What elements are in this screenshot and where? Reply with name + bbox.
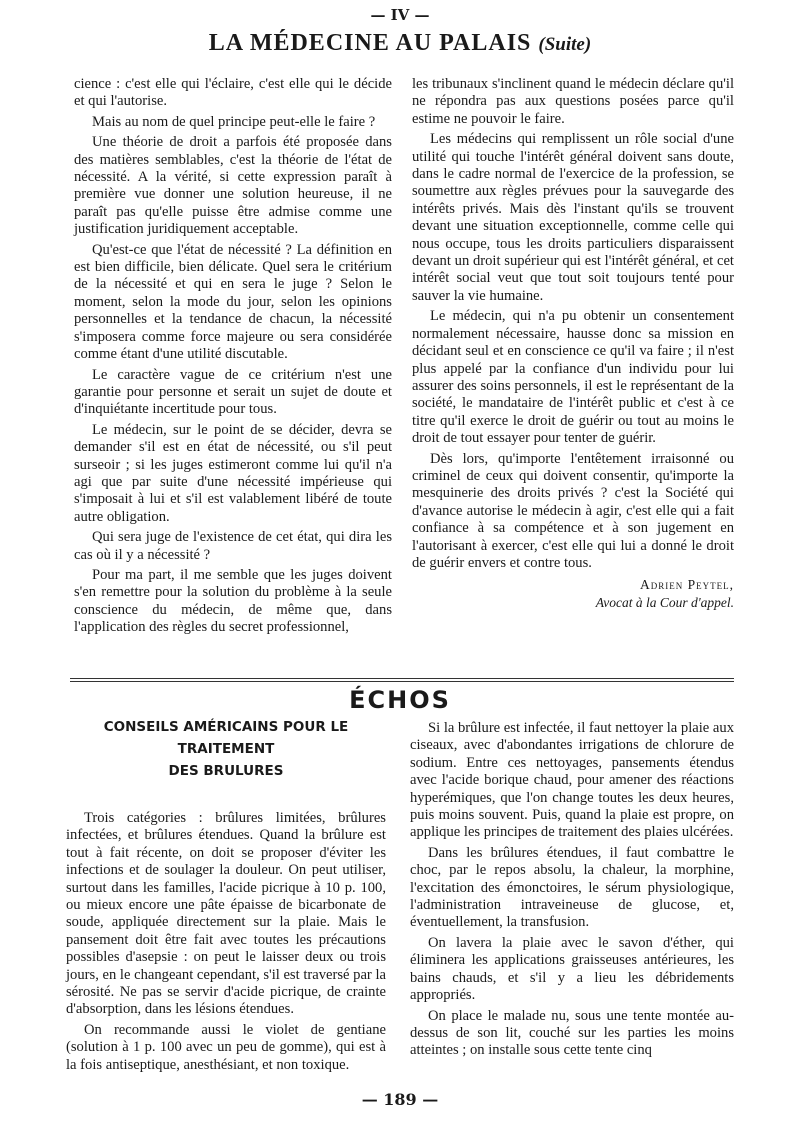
- paragraph: Dans les brûlures étendues, il faut combattre le choc, par le repos absolu, la chaleur, la morphine, l'excitation des émonctoires, le sérum physiologique, l'administration intraveineuse de glucose, et, éventuellement, la transfusion.: [410, 844, 734, 931]
- paragraph: Si la brûlure est infectée, il faut nettoyer la plaie aux ciseaux, avec d'abondantes irrigations de chlorure de sodium. Entre ces nettoyages, pansements étendus avec l'acide borique chaud, pour amener des réactions hyperémiques, que l'on change toutes les deux heures, puis moins souvent. Puis, quand la plaie est propre, on applique les principes de traitement des plaies ulcérées.: [410, 720, 734, 841]
- signature-name: Adrien Peytel,: [640, 577, 734, 593]
- signature-title: Avocat à la Cour d'appel.: [595, 595, 734, 611]
- paragraph: Mais au nom de quel principe peut-elle le faire ?: [92, 113, 376, 130]
- paragraph: Le médecin, qui n'a pu obtenir un consentement normalement nécessaire, hausse donc sa mission en décidant seul et en conscience ce qu'il va faire ; il n'est plus appelé par la confiance d'un individu pour lui assurer des soins personnels, il est le représentant de la société, le mandataire de l'intérêt public et c'est à ce titre qu'il exerce le droit de guérir ou tout au moins le droit de tout essayer pour tenter de guérir.: [412, 308, 734, 447]
- paragraph: Qu'est-ce que l'état de nécessité ? La définition en est bien difficile, bien délicate. Quel sera le critérium de la nécessité et qui en sera le juge ? Selon le moment, selon la mode du jour, selon les opinions personnelles et la tendance de chacun, la nécessité s'imposera comme force majeure ou sera considérée comme étant d'une utilité discutable.: [74, 241, 392, 363]
- paragraph: Pour ma part, il me semble que les juges doivent s'en remettre pour la solution du problème à la seule conscience du médecin, de même que, dans l'application des règles du secret professionnel,: [74, 566, 392, 636]
- paragraph: Trois catégories : brûlures limitées, brûlures infectées, et brûlures étendues. Quand la brûlure est tout à fait récente, on doit se proposer d'éviter les infections et de soulager la douleur. On peut utiliser, surtout dans les familles, l'acide picrique à 10 p. 100, ou mieux encore une pâte épaisse de bicarbonate de soude, appliquée directement sur la plaie. Mais le pansement doit être fait avec toutes les précautions possibles d'asepsie : on peut le laisser deux ou trois jours, en le changeant cependant, s'il est traversé par la sérosité. Ne pas se servir d'acide picrique, de crainte d'absorption, dans les lésions étendues.: [66, 810, 386, 1018]
- paragraph: Qui sera juge de l'existence de cet état, qui dira les cas où il y a nécessité ?: [74, 529, 392, 563]
- header-suite: (Suite): [538, 34, 592, 55]
- echos-subheading: [66, 716, 386, 782]
- page-number-bottom: — 189 —: [361, 1090, 439, 1109]
- paragraph: Le médecin, sur le point de se décider, devra se demander s'il est en état de nécessité, ou s'il peut surseoir ; si les juges estimeront comme lui qu'il n'a agi que par suite d'une nécessité impérieuse qui s'imposait à lui et s'il est valablement libéré de toute autre obligation.: [74, 421, 392, 525]
- article-column-right: [412, 76, 734, 612]
- paragraph: On lavera la plaie avec le savon d'éther, qui éliminera les applications graisseuses antérieures, les bains chauds, et s'il y a lieu les débridements appropriés.: [410, 934, 734, 1004]
- page-number-top: — IV —: [370, 6, 430, 24]
- section-title-echos: ÉCHOS: [349, 686, 451, 714]
- paragraph: Une théorie de droit a parfois été proposée dans des matières semblables, c'est la théorie de l'état de nécessité. A la vérité, si cette expression paraît à première vue donner une solution heureuse, il ne paraît pas qu'elle puisse être admise comme une justification juridiquement acceptable.: [74, 134, 392, 238]
- subheading-line: DES BRULURES: [168, 763, 284, 779]
- paragraph: On recommande aussi le violet de gentiane (solution à 1 p. 100 avec un peu de gomme), qui est à la fois antiseptique, anesthésiant, et non toxique.: [66, 1021, 386, 1073]
- paragraph: cience : c'est elle qui l'éclaire, c'est elle qui le décide et qui l'autorise.: [74, 76, 392, 110]
- paragraph: Le caractère vague de ce critérium n'est une garantie pour personne et serait un sujet de doute et d'inquiétante incertitude pour tous.: [74, 366, 392, 418]
- paragraph: Les médecins qui remplissent un rôle social d'une utilité qui touche l'intérêt général doivent sans doute, dans le cadre normal de l'exercice de la profession, se soumettre aux règles prévues pour la sauvegarde des intérêts privés. Mais dès l'instant qu'ils se trouvent devant une situation exceptionnelle, comme celle qui nous occupe, tous les droits particuliers disparaissent devant un droit supérieur qui est l'intérêt général, et cet intérêt social veut que tout soit toujours tenté pour sauver la vie humaine.: [412, 131, 734, 304]
- section-divider: [70, 678, 734, 679]
- paragraph: Dès lors, qu'importe l'entêtement irraisonné ou criminel de ceux qui doivent consentir, qu'importe la mesquinerie des droits privés ? c'est la Société qui d'avance autorise le médecin à agir, c'est elle qui a fait confiance à sa compétence et à son jugement en l'autorisant à exercer, c'est elle qui lui a donné le droit de guérir envers et contre tous.: [412, 450, 734, 571]
- subheading-line: CONSEILS AMÉRICAINS POUR LE TRAITEMENT: [103, 719, 349, 757]
- signature: [412, 576, 734, 612]
- echos-column-right: [410, 720, 734, 1063]
- header-title: LA MÉDECINE AU PALAIS: [208, 30, 532, 56]
- article-column-left: [74, 76, 392, 640]
- section-divider: [70, 681, 734, 682]
- paragraph: On place le malade nu, sous une tente montée au-dessus de son lit, couché sur les parties les moins atteintes ; on installe sous cette tente cinq: [410, 1007, 734, 1059]
- page-header: [0, 30, 800, 57]
- echos-column-left: [66, 716, 386, 1077]
- paragraph: les tribunaux s'inclinent quand le médecin déclare qu'il ne répondra pas aux questions posées parce qu'il estime ne pouvoir le faire.: [412, 76, 734, 127]
